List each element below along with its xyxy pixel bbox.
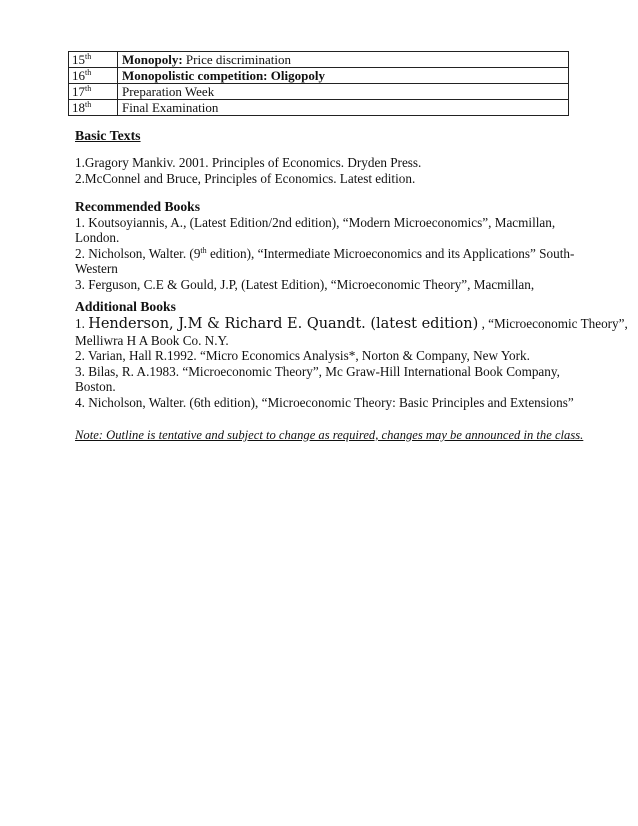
week-number-cell — [69, 84, 118, 100]
recommended-books-heading: Recommended Books — [75, 199, 200, 214]
table-row — [69, 100, 569, 116]
list-item — [75, 315, 628, 333]
list-item: 2. Varian, Hall R.1992. “Micro Economics Analysis*, Norton & Company, New York. — [75, 348, 530, 363]
topic-text: Final Examination — [122, 100, 219, 115]
list-item-continuation: Boston. — [75, 379, 116, 394]
list-item-continuation: Western — [75, 261, 118, 276]
list-item: 1.Gragory Mankiv. 2001. Principles of Economics. Dryden Press. — [75, 155, 422, 170]
item-text: 1. — [75, 315, 89, 331]
ordinal-suffix: th — [85, 52, 92, 61]
list-item: 3. Bilas, R. A.1983. “Microeconomic Theory”, Mc Graw-Hill International Book Company, — [75, 363, 560, 379]
week-number: 15 — [72, 52, 85, 67]
ordinal-suffix: th — [85, 100, 92, 109]
list-item: 1. Koutsoyiannis, A., (Latest Edition/2nd edition), “Modern Microeconomics”, Macmillan, — [75, 214, 556, 230]
additional-books-section — [75, 299, 628, 410]
ordinal-suffix: th — [85, 84, 92, 93]
topic-cell — [118, 68, 569, 84]
list-item: 4. Nicholson, Walter. (6th edition), “Microeconomic Theory: Basic Principles and Extensions” — [75, 394, 574, 410]
topic-bold: Monopoly: — [122, 52, 183, 67]
week-number: 16 — [72, 68, 85, 83]
item-text: , “Microeconomic Theory”, — [478, 315, 628, 331]
table-row — [69, 52, 569, 68]
topic-text: Price discrimination — [182, 52, 291, 67]
schedule-table — [68, 51, 569, 116]
superscript: th — [200, 245, 207, 255]
recommended-books-section — [75, 199, 575, 292]
topic-bold: Monopolistic competition: Oligopoly — [122, 68, 325, 83]
item-text-large: Henderson, J.M & Richard E. Quandt. (latest edition) — [88, 315, 479, 332]
list-item-continuation: Melliwra H A Book Co. N.Y. — [75, 332, 229, 348]
basic-texts-heading: Basic Texts — [75, 128, 141, 143]
week-number: 17 — [72, 84, 85, 99]
list-item: 3. Ferguson, C.E & Gould, J.P, (Latest Edition), “Microeconomic Theory”, Macmillan, — [75, 276, 535, 292]
topic-cell — [118, 84, 569, 100]
list-item: 2.McConnel and Bruce, Principles of Economics. Latest edition. — [75, 170, 416, 186]
list-item — [75, 246, 575, 262]
ordinal-suffix: th — [85, 68, 92, 77]
item-text: edition), “Intermediate Microeconomics and its Applications” South- — [206, 245, 575, 261]
topic-text: Preparation Week — [122, 84, 215, 99]
week-number-cell — [69, 68, 118, 84]
note-section — [75, 427, 584, 443]
item-text: 2. Nicholson, Walter. (9 — [75, 245, 201, 261]
week-number: 18 — [72, 100, 85, 115]
week-number-cell — [69, 52, 118, 68]
outline-note: Note: Outline is tentative and subject to change as required, changes may be announced in the class. — [75, 428, 584, 442]
week-number-cell — [69, 100, 118, 116]
table-row — [69, 68, 569, 84]
topic-cell — [118, 52, 569, 68]
topic-cell — [118, 100, 569, 116]
basic-texts-section — [75, 128, 575, 144]
list-item-continuation: London. — [75, 230, 120, 245]
table-row — [69, 84, 569, 100]
additional-books-heading: Additional Books — [75, 299, 176, 314]
basic-texts-list — [75, 155, 575, 186]
